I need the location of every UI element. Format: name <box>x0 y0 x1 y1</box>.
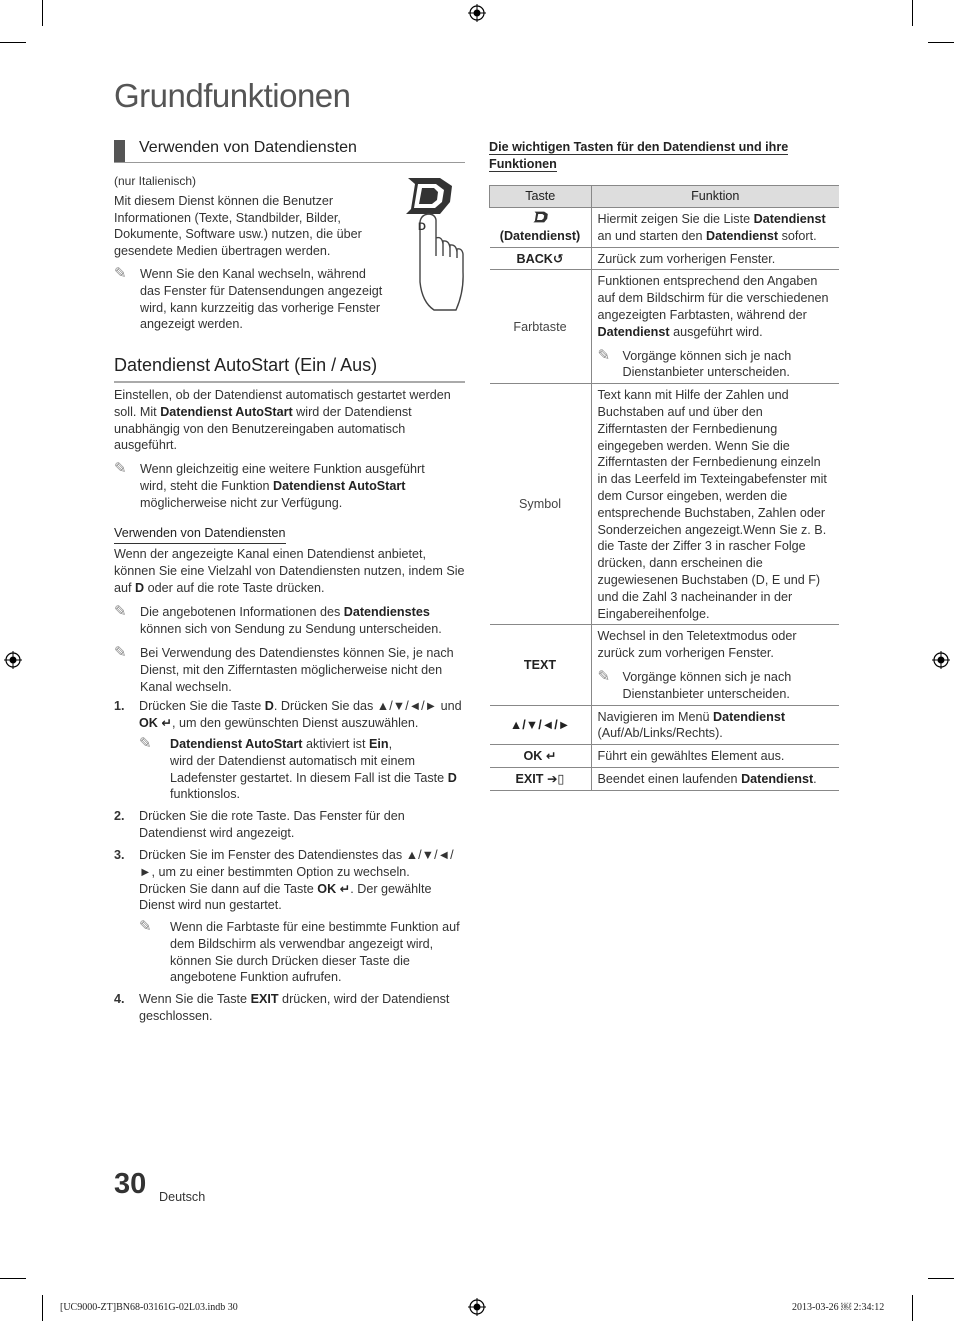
subsection-heading: Verwenden von Datendiensten <box>114 525 286 544</box>
note-text: Wenn die Farbtaste für eine bestimmte Funktion auf dem Bildschirm als verwendbar angezeigt wird, können Sie durch Drücken dieser Taste die angebotene Funktion aufrufen. <box>170 920 460 985</box>
section-heading-autostart <box>114 357 465 383</box>
bold-term: Datendienst <box>597 324 670 339</box>
table-title-text: Die wichtigen Tasten für den Datendienst und ihre Funktionen <box>489 140 789 171</box>
key-cell: Farbtaste <box>490 270 592 384</box>
crop-mark <box>0 1278 26 1279</box>
registration-mark-icon <box>4 651 22 669</box>
key-cell <box>490 208 592 248</box>
crop-mark <box>42 0 43 26</box>
note-subsection-2 <box>114 645 466 695</box>
pencil-note-icon: ✎ <box>139 735 152 752</box>
text: Wenn der angezeigte Kanal einen Datendienst anbietet, können Sie eine Vielzahl von Datendiensten nutzen, indem Sie auf <box>114 547 465 595</box>
table-row <box>490 384 840 625</box>
bold-term: Datendienst <box>713 709 786 724</box>
pencil-note-icon: ✎ <box>597 667 611 685</box>
text: funktionslos. <box>170 787 241 802</box>
registration-mark-icon <box>468 1298 486 1316</box>
note-autostart <box>114 461 454 511</box>
bold-term: D <box>264 699 274 713</box>
section-heading-text: Datendienst AutoStart (Ein / Aus) <box>114 355 378 375</box>
bold-term: OK <box>139 715 158 730</box>
footer-language: Deutsch <box>159 1190 206 1204</box>
text: Drücken Sie die Taste <box>139 699 265 713</box>
text: oder auf die rote Taste drücken. <box>144 580 325 595</box>
key-label: OK <box>523 749 543 764</box>
bold-term: Datendienst <box>706 228 779 243</box>
enter-icon: ↵ <box>157 715 172 730</box>
table-row <box>490 705 840 745</box>
column-header-function: Funktion <box>591 186 839 208</box>
bold-term: Datendienst <box>741 771 814 786</box>
registration-mark-icon <box>468 4 486 22</box>
text: möglicherweise nicht zur Verfügung. <box>140 495 343 510</box>
bold-term: Ein <box>368 737 389 751</box>
cell-note <box>598 669 834 703</box>
function-cell <box>591 767 839 790</box>
crop-mark <box>912 1295 913 1321</box>
pencil-note-icon: ✎ <box>114 265 127 282</box>
note-text: Wenn Sie den Kanal wechseln, während das Fenster für Datensendungen angezeigt wird, kann kurzzeitig das vorherige Fenster angezeigt werden. <box>140 267 383 332</box>
text: sofort. <box>778 228 817 243</box>
text: , um den gewünschten Dienst auszuwählen. <box>171 715 419 730</box>
step-1-text <box>139 698 466 732</box>
print-slug-left: [UC9000-ZT]BN68-03161G-02L03.indb 30 <box>60 1302 238 1313</box>
text: Navigieren im Menü <box>597 709 713 724</box>
text: wird der Datendienst automatisch mit einem Ladefenster gestartet. In diesem Fall ist die Taste <box>170 753 448 785</box>
section1-intro <box>114 173 376 260</box>
text: . <box>813 771 817 786</box>
function-cell <box>591 625 839 705</box>
table-header-row <box>490 186 840 208</box>
page-title: Grundfunktionen <box>114 77 351 114</box>
crop-mark <box>912 0 913 26</box>
text: . Der gewählte Dienst wird nun gestartet. <box>139 881 432 913</box>
section-heading-text: Verwenden von Datendiensten <box>139 139 357 156</box>
key-cell <box>490 767 592 790</box>
note-step-3 <box>139 919 466 986</box>
table-row <box>490 247 840 270</box>
text: drücken, wird der Datendienst geschlossen. <box>139 992 450 1023</box>
text: , <box>388 737 393 751</box>
key-cell <box>490 625 592 705</box>
text: Einstellen, ob der Datendienst automatisch gestartet werden soll. Mit <box>114 388 451 419</box>
table-row <box>490 625 840 705</box>
cell-note <box>598 348 834 382</box>
intro-text: Mit diesem Dienst können die Benutzer Informationen (Texte, Standbilder, Bilder, Dokumente, Software usw.) nutzen, die über gesendete Medien übertragen werden. <box>114 193 362 259</box>
key-cell: Symbol <box>490 384 592 625</box>
registration-mark-icon <box>932 651 950 669</box>
note-text: Bei Verwendung des Datendienstes können Sie, je nach Dienst, mit den Zifferntasten möglicherweise nicht den Kanal wechseln. <box>140 646 454 694</box>
step-number: 1. <box>114 699 125 713</box>
note-text: Vorgänge können sich je nach Dienstanbieter unterscheiden. <box>622 669 792 701</box>
function-cell <box>591 270 839 384</box>
table-row <box>490 745 840 768</box>
section-heading-datendienste <box>114 140 465 163</box>
heading-bar <box>114 140 125 162</box>
enter-icon: ↵ <box>336 881 351 896</box>
text: Hiermit zeigen Sie die Liste <box>597 212 754 226</box>
text: können sich von Sendung zu Sendung unterscheiden. <box>140 621 442 636</box>
subsection-paragraph <box>114 546 466 596</box>
table-row <box>490 208 840 248</box>
bold-term: EXIT <box>250 992 279 1006</box>
exit-icon: ➔▯ <box>543 771 565 786</box>
autostart-paragraph <box>114 387 466 454</box>
bold-term: Datendienst AutoStart <box>273 478 406 493</box>
step-number: 3. <box>114 848 125 862</box>
text: Beendet einen laufenden <box>597 771 742 786</box>
keys-table <box>489 185 839 791</box>
crop-mark <box>928 42 954 43</box>
text: (Auf/Ab/Links/Rechts). <box>597 726 723 741</box>
key-cell <box>490 745 592 768</box>
note-section1 <box>114 266 384 333</box>
text: Die angebotenen Informationen des <box>140 605 344 619</box>
function-cell: Text kann mit Hilfe der Zahlen und Buchstaben auf und über den Zifferntasten der Fernbedienung eingegeben werden. Wenn Sie die Zifferntasten der Fernbedienung einzeln in das Leerfeld im Texteingabefenster mit dem Cursor eingeben, werden die entsprechende Buchstaben, Zahlen oder Sonderzeichen angezeigt.Wenn Sie z. B. die Taste der Ziffer 3 in rascher Folge drücken, dann erscheinen die zugewiesenen Buchstaben (D, E und F) und die Zahl 3 nacheinander in der Eingabereihenfolge. <box>591 384 839 625</box>
key-label: ▲/▼/◄/► <box>509 717 571 732</box>
text: Wenn Sie die Taste <box>139 992 251 1006</box>
text: aktiviert ist <box>302 737 369 751</box>
function-cell <box>591 208 839 248</box>
text: . Drücken Sie das ▲/▼/◄/► und <box>273 699 462 713</box>
bold-term: Datendienst AutoStart <box>170 737 303 751</box>
step-number: 2. <box>114 809 125 823</box>
column-header-key: Taste <box>490 186 592 208</box>
key-label: BACK <box>516 251 553 266</box>
table-title <box>489 139 839 173</box>
key-label: EXIT <box>515 771 544 786</box>
bold-term: Datendienst <box>753 212 826 226</box>
step-number: 4. <box>114 992 125 1006</box>
note-subsection-1 <box>114 604 466 638</box>
step-4-text <box>139 991 466 1025</box>
hand-pressing-d-button-icon <box>400 172 468 314</box>
text: Funktionen entsprechend den Angaben auf dem Bildschirm für die verschiedenen angezeigten Farbtasten, während der <box>597 274 829 322</box>
key-label: (Datendienst) <box>499 228 581 243</box>
text: Wenn gleichzeitig eine weitere Funktion ausgeführt wird, steht die Funktion <box>140 462 425 493</box>
enter-icon: ↵ <box>542 749 557 764</box>
key-cell <box>490 705 592 745</box>
pencil-note-icon: ✎ <box>114 460 127 477</box>
page-number: 30 <box>114 1168 147 1200</box>
key-cell <box>490 247 592 270</box>
text: an und starten den <box>597 228 707 243</box>
pencil-note-icon: ✎ <box>139 918 152 935</box>
bold-term: Datendienstes <box>343 605 430 619</box>
crop-mark <box>42 1295 43 1321</box>
crop-mark <box>928 1278 954 1279</box>
text: Drücken Sie im Fenster des Datendienstes das ▲/▼/◄/►, um zu einer bestimmten Option zu wechseln. Drücken Sie dann auf die Taste <box>139 848 454 896</box>
bold-term: D <box>135 580 145 595</box>
bold-term: Datendienst AutoStart <box>160 404 293 419</box>
step-2-text: Drücken Sie die rote Taste. Das Fenster für den Datendienst wird angezeigt. <box>139 809 405 840</box>
d-logo-icon <box>532 211 548 223</box>
text: wird der Datendienst unabhängig von den Benutzereingaben automatisch ausgeführt. <box>114 404 412 453</box>
hand-label: D <box>418 221 426 233</box>
function-cell: Führt ein gewähltes Element aus. <box>591 745 839 768</box>
pencil-note-icon: ✎ <box>114 644 127 661</box>
intro-note: (nur Italienisch) <box>114 174 197 188</box>
function-cell: Zurück zum vorherigen Fenster. <box>591 247 839 270</box>
pencil-note-icon: ✎ <box>597 346 611 364</box>
print-slug-right: 2013-03-26 ￼ 2:34:12 <box>792 1302 885 1313</box>
note-text: Vorgänge können sich je nach Dienstanbieter unterscheiden. <box>622 348 792 380</box>
text: ausgeführt wird. <box>669 324 763 339</box>
pencil-note-icon: ✎ <box>114 603 127 620</box>
text: Wechsel in den Teletextmodus oder zurück zum vorherigen Fenster. <box>597 629 797 661</box>
step-3-text <box>139 847 459 914</box>
back-arrow-icon: ↺ <box>552 251 564 266</box>
table-row <box>490 767 840 790</box>
function-cell <box>591 705 839 745</box>
key-label: TEXT <box>523 658 557 673</box>
table-row <box>490 270 840 384</box>
bold-term: D <box>447 770 457 785</box>
crop-mark <box>0 42 26 43</box>
note-step-1 <box>139 736 466 803</box>
bold-term: OK <box>317 881 337 896</box>
